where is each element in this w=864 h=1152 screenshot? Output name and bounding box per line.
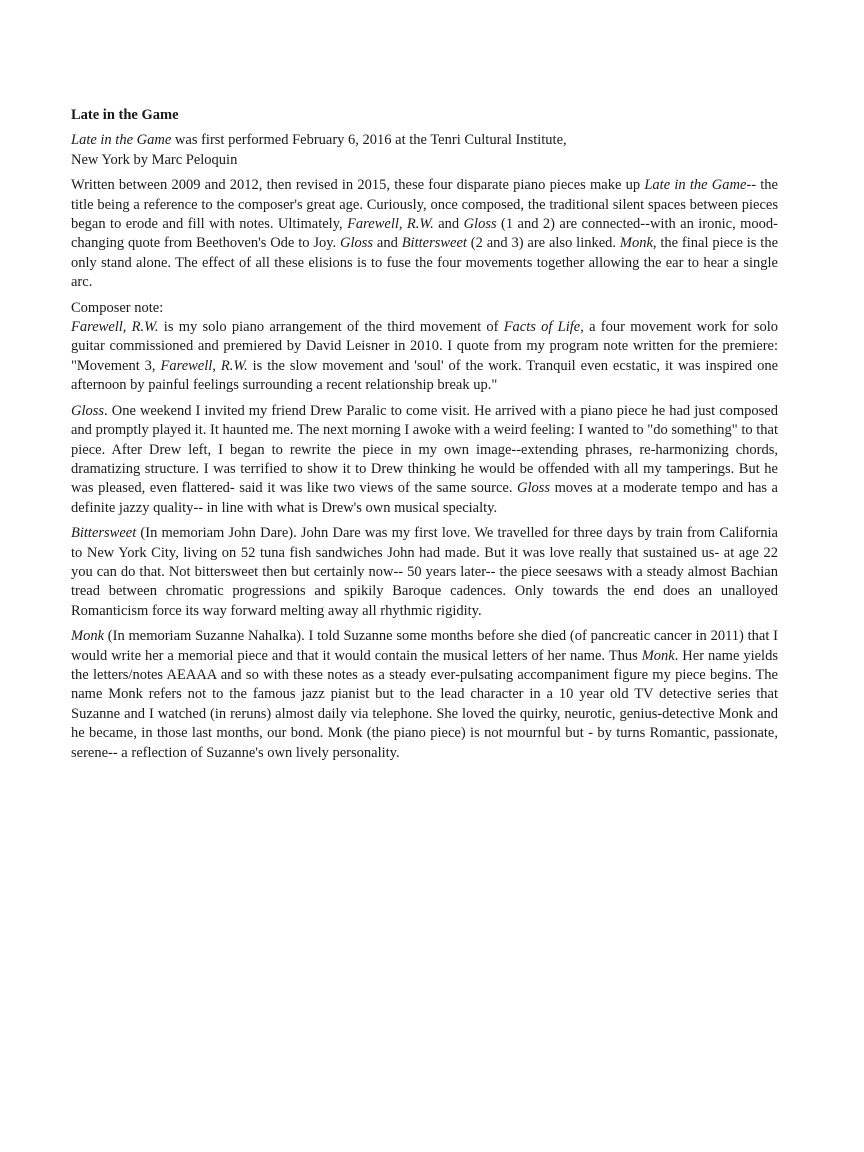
piece-title-farewell: Farewell, R.W. [347, 216, 434, 233]
monk-paragraph [71, 627, 778, 763]
paragraph-text: (In memoriam Suzanne Nahalka). I told Suzanne some months before she died (of pancreatic cancer in 2011) that I would write her a memorial piece and that it would contain the musical letters of her name. Thus [71, 628, 778, 664]
intro-text: and [433, 216, 464, 233]
premiere-text-line2: New York by Marc Peloquin [71, 151, 238, 168]
composer-note-label: Composer note: [71, 299, 164, 316]
gloss-paragraph [71, 402, 778, 518]
intro-text: (2 and 3) are also linked. [466, 235, 620, 252]
piece-title-farewell: Farewell, R.W. [71, 319, 159, 336]
farewell-paragraph [71, 318, 778, 396]
paragraph-text: (In memoriam John Dare). John Dare was my first love. We travelled for three days by train from California to New York City, living on 52 tuna fish sandwiches John had made. But it was love really that sustained us- at age 22 you can do that. Not bittersweet then but certainly now-- 50 years later-- the piece seesaws with a steady almost Bachian tread between chromatic progressions and spikily Baroque cadences. Only towards the end does an unalloyed Romanticism force its way forward melting away all rhythmic rigidity. [71, 525, 778, 619]
intro-text: Written between 2009 and 2012, then revised in 2015, these four disparate piano pieces make up [71, 177, 645, 194]
work-title: Late in the Game [644, 177, 747, 194]
piece-title-gloss: Gloss [463, 216, 497, 233]
work-title-facts-of-life: Facts of Life [503, 319, 581, 336]
intro-text: and [373, 235, 402, 252]
piece-title-gloss: Gloss [340, 235, 374, 252]
document-page [71, 106, 778, 769]
paragraph-text: . One weekend I invited my friend Drew Paralic to come visit. He arrived with a piano piece he had just composed and promptly played it. It haunted me. The next morning I awoke with a weird feeling: I wanted to "do something" to that piece. After Drew left, I began to rewrite the piece in my own image--extending phrases, re-harmonizing chords, dramatizing structure. I was terrified to show it to Drew thinking he would be offended with all my tamperings. But he was pleased, even flattered- said it was like two views of the same source. [71, 402, 778, 497]
paragraph-text: is the slow movement and 'soul' of the work. Tranquil even ecstatic, it was inspired one afternoon by painful feelings surrounding a recent relationship break up." [71, 357, 779, 394]
bittersweet-paragraph [71, 524, 778, 621]
piece-title-bittersweet: Bittersweet [71, 525, 137, 542]
intro-text: , the final piece is the only stand alone. The effect of all these elisions is to fuse the four movements together allowing the ear to hear a single arc. [71, 235, 778, 291]
piece-title-gloss: Gloss [517, 480, 551, 497]
piece-title-monk: Monk [619, 235, 653, 252]
paragraph-text: is my solo piano arrangement of the third movement of [158, 319, 504, 336]
piece-title-bittersweet: Bittersweet [401, 235, 467, 252]
intro-paragraph [71, 176, 778, 292]
intro-text: (1 and 2) are connected--with an ironic, mood-changing quote from Beethoven's Ode to Joy. [71, 216, 779, 252]
intro-text: -- the title being a reference to the composer's great age. Curiously, once composed, the traditional silent spaces between pieces began to erode and fill with notes. Ultimately, [71, 177, 778, 233]
piece-title-farewell: Farewell, R.W. [160, 357, 248, 374]
piece-title-monk: Monk [641, 647, 675, 664]
premiere-text: was first performed February 6, 2016 at the Tenri Cultural Institute, [171, 132, 567, 149]
paragraph-text: . Her name yields the letters/notes AEAAA and so with these notes as a steady ever-pulsating accompaniment figure my piece begins. The name Monk refers not to the famous jazz pianist but to the lead character in a 10 year old TV detective series that Suzanne and I watched (in reruns) almost daily via telephone. She loved the quirky, neurotic, genius-detective Monk and he became, in those last months, our bond. Monk (the piano piece) is not mournful but - by turns Romantic, passionate, serene-- a reflection of Suzanne's own lively personality. [71, 647, 778, 761]
paragraph-text: moves at a moderate tempo and has a definite jazzy quality-- in line with what is Drew's own musical specialty. [71, 480, 778, 516]
piece-title-monk: Monk [71, 628, 105, 645]
piece-title-gloss: Gloss [71, 402, 105, 419]
paragraph-text: , a four movement work for solo guitar commissioned and premiered by David Leisner in 2010. I quote from my program note written for the premiere: "Movement 3, [71, 319, 778, 374]
work-title: Late in the Game [71, 132, 172, 149]
premiere-info [71, 131, 778, 170]
document-title: Late in the Game [71, 107, 179, 123]
